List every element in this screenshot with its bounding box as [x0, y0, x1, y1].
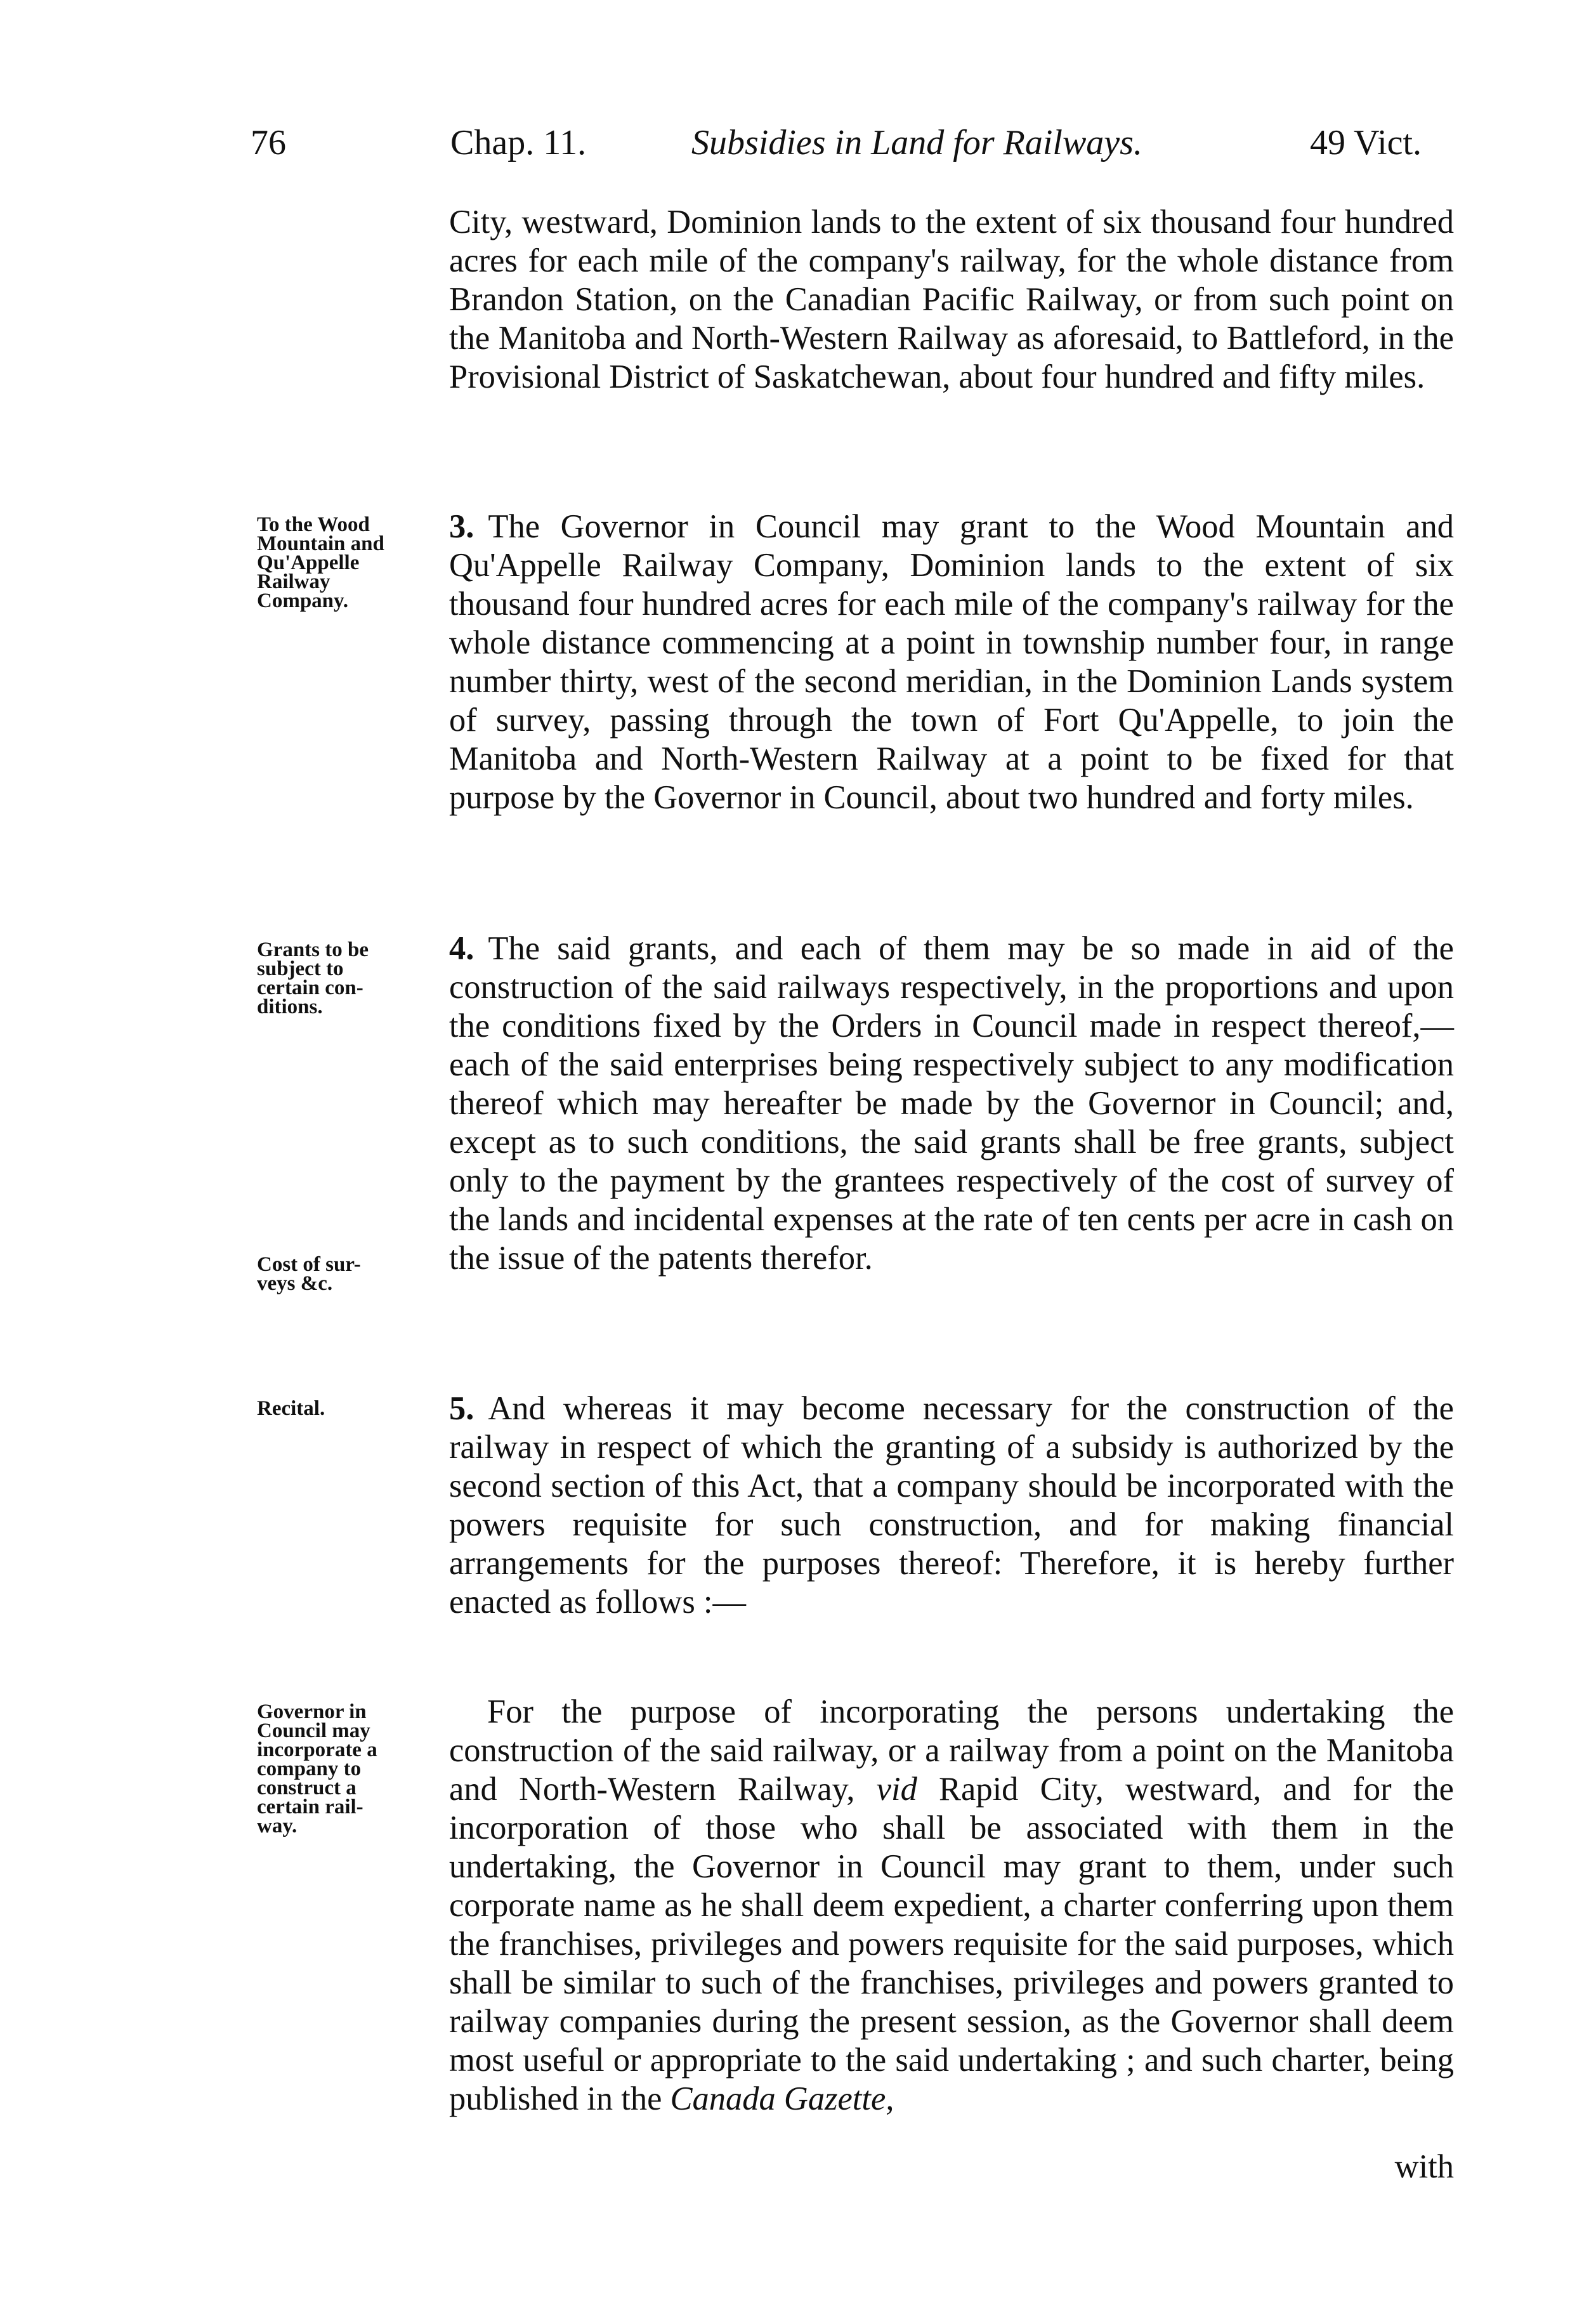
gazette-name: Canada Gazette, — [670, 2080, 894, 2117]
final-text-2: Rapid City, westward, and for the incorporation of those who shall be associated with them in the undertaking, the Governor in Council may grant to them, under such corporate name as he shall deem expedient, a charter conferring upon them the franchises, privileges and powers requisite for the said purposes, which shall be similar to such of the franchises, privileges and powers granted to railway companies during the present session, as the Governor shall deem most useful or appropriate to the said undertaking ; and such charter, being published in the — [449, 1771, 1454, 2117]
section-number: 3. — [449, 508, 474, 545]
running-header — [0, 117, 1596, 168]
margin-note-line: construct a — [257, 1777, 356, 1799]
running-title: Subsidies in Land for Railways. — [691, 123, 1142, 162]
final-paragraph — [449, 1693, 1454, 2118]
section-3 — [449, 508, 1454, 817]
margin-note-final — [257, 1702, 447, 1836]
regnal-year: 49 Vict. — [1310, 123, 1422, 162]
catchword: with — [1394, 2148, 1454, 2185]
intro-paragraph — [449, 203, 1454, 397]
section-text: The said grants, and each of them may be so made in aid of the construction of the said railways respectively, in the proportions and upon the conditions fixed by the Orders in Council made in respect thereof,—each of the said enterprises being respectively subject to any modification thereof which may hereafter be made by the Governor in Council; and, except as to such conditions, the said grants shall be free grants, subject only to the payment by the grantees respectively of the cost of survey of the lands and incidental expenses at the rate of ten cents per acre in cash on the issue of the patents therefor. — [449, 930, 1454, 1277]
via-word: vid — [876, 1771, 917, 1808]
margin-note-line: Council may — [257, 1719, 370, 1742]
margin-note-line: subject to — [257, 957, 344, 980]
margin-note-section4-costs — [257, 1255, 447, 1293]
margin-note-line: ditions. — [257, 995, 323, 1018]
section-5 — [449, 1389, 1454, 1622]
chapter-label: Chap. 11. — [450, 123, 587, 162]
margin-note-line: Railway — [257, 570, 330, 593]
margin-note-line: way. — [257, 1815, 298, 1837]
page-number: 76 — [251, 123, 286, 162]
margin-note-line: company to — [257, 1757, 362, 1780]
margin-note-line: veys &c. — [257, 1272, 333, 1295]
final-text-1: For the purpose of incorporating the persons undertaking the construction of the said railway, or a railway from a point on the Manitoba and North-Western Railway, — [449, 1693, 1454, 1808]
margin-note-line: Grants to be — [257, 938, 369, 961]
margin-note-line: Governor in — [257, 1700, 367, 1723]
margin-note-line: certain con- — [257, 976, 363, 999]
margin-note-line: Recital. — [257, 1397, 325, 1420]
margin-note-line: incorporate a — [257, 1738, 377, 1761]
margin-note-section5 — [257, 1399, 447, 1418]
intro-text: City, westward, Dominion lands to the extent of six thousand four hundred acres for each mile of the company's railway, for the whole distance from Brandon Station, on the Canadian Pacific Railway, or from such point on the Manitoba and North-Western Railway as aforesaid, to Battleford, in the Provisional District of Saskatchewan, about four hundred and fifty miles. — [449, 204, 1454, 395]
section-text: And whereas it may become necessary for the construction of the railway in respect of which the granting of a subsidy is authorized by the second section of this Act, that a company should be incorporated with the powers requisite for such construction, and for making financial arrangements for the purposes thereof: Therefore, it is hereby further enacted as follows :— — [449, 1390, 1454, 1620]
margin-note-section3 — [257, 515, 447, 610]
section-number: 5. — [449, 1390, 474, 1427]
margin-note-line: Company. — [257, 589, 348, 612]
section-4 — [449, 929, 1454, 1278]
margin-note-line: Cost of sur- — [257, 1253, 361, 1276]
margin-note-line: To the Wood — [257, 513, 370, 536]
margin-note-section4 — [257, 940, 447, 1016]
margin-note-line: Qu'Appelle — [257, 551, 360, 574]
section-number: 4. — [449, 930, 474, 967]
section-text: The Governor in Council may grant to the Wood Mountain and Qu'Appelle Railway Company, Dominion lands to the extent of six thousand four hundred acres for each mile of the company's railway for the whole distance commencing at a point in township number four, in range number thirty, west of the second meridian, in the Dominion Lands system of survey, passing through the town of Fort Qu'Appelle, to join the Manitoba and North-Western Railway at a point to be fixed for that purpose by the Governor in Council, about two hundred and forty miles. — [449, 508, 1454, 816]
catchword-line — [449, 2148, 1454, 2186]
margin-note-line: certain rail- — [257, 1796, 363, 1818]
margin-note-line: Mountain and — [257, 532, 384, 555]
